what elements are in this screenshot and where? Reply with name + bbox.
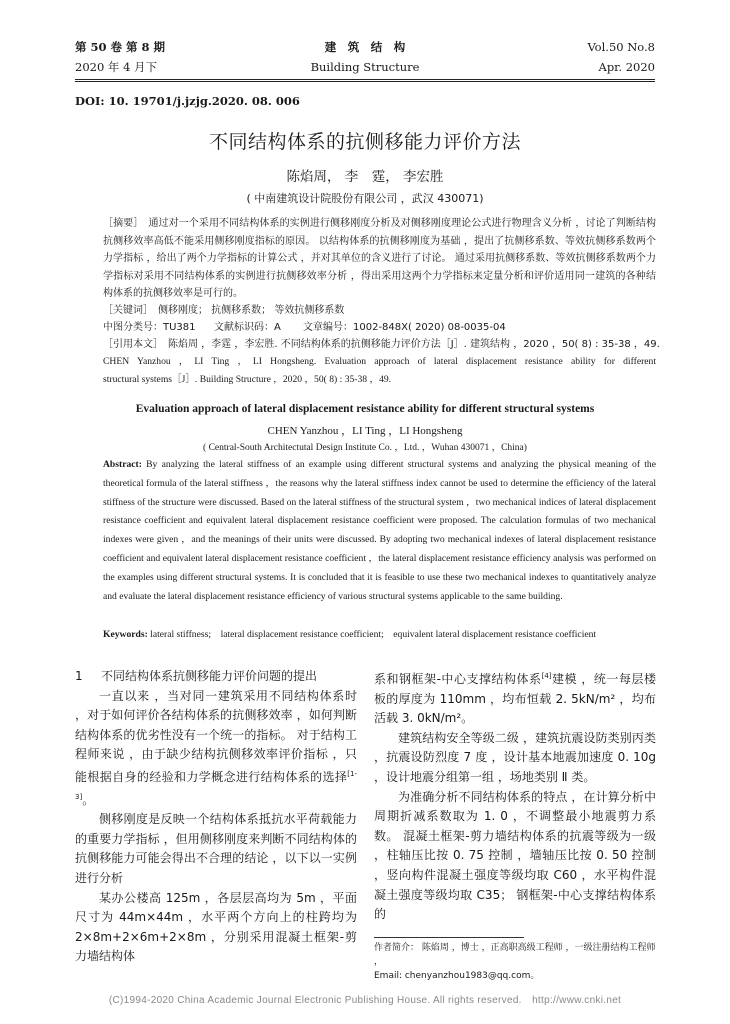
reference-mark: [4] — [541, 672, 552, 680]
keywords-en-label: Keywords: — [103, 629, 148, 640]
citation-cn: ［引用本文］ 陈焰周 ，李霆 ，李宏胜. 不同结构体系的抗侧移能力评价方法［J］. 建筑结构 ，2020 ，50( 8) : 35-38 ，49. — [103, 339, 660, 350]
keywords-en-text: lateral stiffness; lateral displacement resistance coefficient; equivalent lateral displacement resistance coefficient — [147, 629, 597, 640]
footnote-rule — [374, 937, 524, 938]
date-cn: 2020 年 4 月下 — [75, 60, 158, 74]
clc-number: 中图分类号：TU381 — [103, 322, 196, 333]
keywords-cn: ［关键词］ 侧移刚度； 抗侧移系数； 等效抗侧移系数 — [103, 305, 345, 316]
abstract-en-label: Abstract: — [103, 459, 142, 470]
authors: 陈焰周， 李 霆， 李宏胜 — [286, 169, 444, 185]
keywords-en — [103, 626, 656, 645]
journal-name-cn: 建 筑 结 构 — [324, 40, 406, 54]
paper-title: 不同结构体系的抗侧移能力评价方法 — [208, 131, 521, 153]
paragraph: 为准确分析不同结构体系的特点 ，在计算分析中周期折减系数取为 1. 0 ，不调整最小地震剪力系数。 混凝土框架-剪力墙结构体系的抗震等级为一级 ，柱轴压比按 0. 75 控制 ，墙轴压比按 0. 50 控制 ，竖向构件混凝土强度等级均取 C60 ，水平构件混凝土强度等级均取 C35； 钢框架-中心支撑结构体系的 — [374, 789, 656, 922]
volume-issue-cn: 第 50 卷 第 8 期 — [75, 40, 166, 54]
abstract-en-text: By analyzing the lateral stiffness of an example using different structural systems and analyzing the physical meaning of the theoretical formula of the lateral stiffness ，the reasons why the lateral stiffness index cannot be used to determine the efficiency of the lateral stiffness of the structure were discussed. Based on the lateral stiffness of the structural system ，two mechanical indices of lateral displacement resistance coefficient and equivalent lateral displacement resistance coefficient were proposed. The calculation formulas of two mechanical indexes were given ，and the meanings of their units were discussed. By adopting two mechanical indexes of lateral displacement resistance coefficient and equivalent lateral displacement resistance coefficient ，the lateral displacement resistance efficiency analysis was performed on the examples using different structural systems. It is concluded that it is feasible to use these two mechanical indexes to quantitatively analyze and evaluate the lateral displacement resistance efficiency of various structural systems applicable to the same building. — [103, 459, 656, 602]
paragraph: 建筑结构安全等级二级 ，建筑抗震设防类别丙类 ，抗震设防烈度 7 度 ，设计基本地震加速度 0. 10g ，设计地震分组第一组 ，场地类别 Ⅱ 类。 — [374, 730, 656, 784]
footnote-author-info: 作者简介： 陈焰周 ，博士 ，正高职高级工程师 ，一级注册结构工程师 ， Email: chenyanzhou1983@qq.com。 — [374, 943, 656, 981]
abstract-cn-label: ［摘要］ — [103, 218, 139, 229]
citation-en-line2: structural systems［J］. Building Structure ，2020 ，50( 8) : 35-38 ，49. — [103, 374, 392, 385]
date-en: Apr. 2020 — [598, 60, 655, 74]
paragraph: 一直以来 ，当对同一建筑采用不同结构体系时 ，对于如何评价各结构体系的抗侧移效率 ，如何判断结构体系的优劣性没有一个统一的指标。 对于结构工程师来说 ，由于缺少结构抗侧移效率评价指标 ，只能根据自身的经验和力学概念进行结构体系的选择[1-3]。 — [75, 688, 357, 807]
citation-en-line1: CHEN Yanzhou ，LI Ting ，LI Hongsheng. Evaluation approach of lateral displacement resistance ability for different — [103, 356, 656, 367]
affiliation: ( 中南建筑设计院股份有限公司 ，武汉 430071) — [246, 192, 484, 205]
abstract-cn — [103, 215, 656, 303]
article-number: 文章编号：1002-848X( 2020) 08-0035-04 — [303, 322, 506, 333]
header-rule — [75, 79, 655, 80]
en-authors: CHEN Yanzhou ，LI Ting ，LI Hongsheng — [267, 425, 463, 437]
paragraph: 某办公楼高 125m ，各层层高均为 5m ，平面尺寸为 44m×44m ，水平两个方向上的柱跨均为 2×8m+2×6m+2×8m ，分别采用混凝土框架-剪力墙结构体 — [75, 890, 357, 964]
paragraph: 侧移刚度是反映一个结构体系抵抗水平荷载能力的重要力学指标 ，但用侧移刚度来判断不同结构体的抗侧移能力可能会得出不合理的结论 ，以下以一实例进行分析 — [75, 812, 357, 885]
abstract-en — [103, 456, 656, 606]
body-column-left — [75, 667, 357, 967]
journal-name-en: Building Structure — [310, 60, 420, 74]
header-rule-2 — [75, 81, 655, 82]
doc-code: 文献标识码：A — [214, 322, 281, 333]
body-column-right — [374, 667, 656, 925]
reference-mark: [1-3] — [75, 769, 357, 801]
en-affiliation: ( Central-South Architectutal Design Institute Co. ，Ltd. ，Wuhan 430071 ，China) — [203, 443, 527, 453]
section-1-heading — [75, 667, 357, 687]
doi: DOI: 10. 19701/j.jzjg.2020. 08. 006 — [75, 94, 300, 108]
en-title: Evaluation approach of lateral displacement resistance ability for different structural systems — [135, 403, 595, 415]
copyright-footer: (C)1994-2020 China Academic Journal Electronic Publishing House. All rights reserved. http://www.cnki.net — [108, 995, 622, 1006]
section-title: 不同结构体系抗侧移能力评价问题的提出 — [101, 669, 318, 683]
section-number: 1 — [75, 669, 83, 683]
volume-issue-en: Vol.50 No.8 — [587, 40, 655, 54]
abstract-cn-text: 通过对一个采用不同结构体系的实例进行侧移刚度分析及对侧移刚度理论公式进行物理含义分析 ，讨论了判断结构抗侧移效率高低不能采用侧移刚度指标的原因。 以结构体系的抗侧移刚度为基础 ，提出了抗侧移系数、等效抗侧移系数两个力学指标 ，给出了两个力学指标的计算公式 ，并对其单位的含义进行了讨论。 通过采用抗侧移系数、等效抗侧移系数两个力学指标对采用不同结构体系的实例进行抗侧移效率分析 ，得出采用这两个力学指标来定量分析和评价适用同一建筑的各种结构体系的抗侧移效率是可行的。 — [103, 218, 656, 299]
paragraph: 系和钢框架-中心支撑结构体系[4]建模 ，统一每层楼板的厚度为 110mm ，均布恒载 2. 5kN/m² ，均布活载 3. 0kN/m²。 — [374, 672, 656, 726]
